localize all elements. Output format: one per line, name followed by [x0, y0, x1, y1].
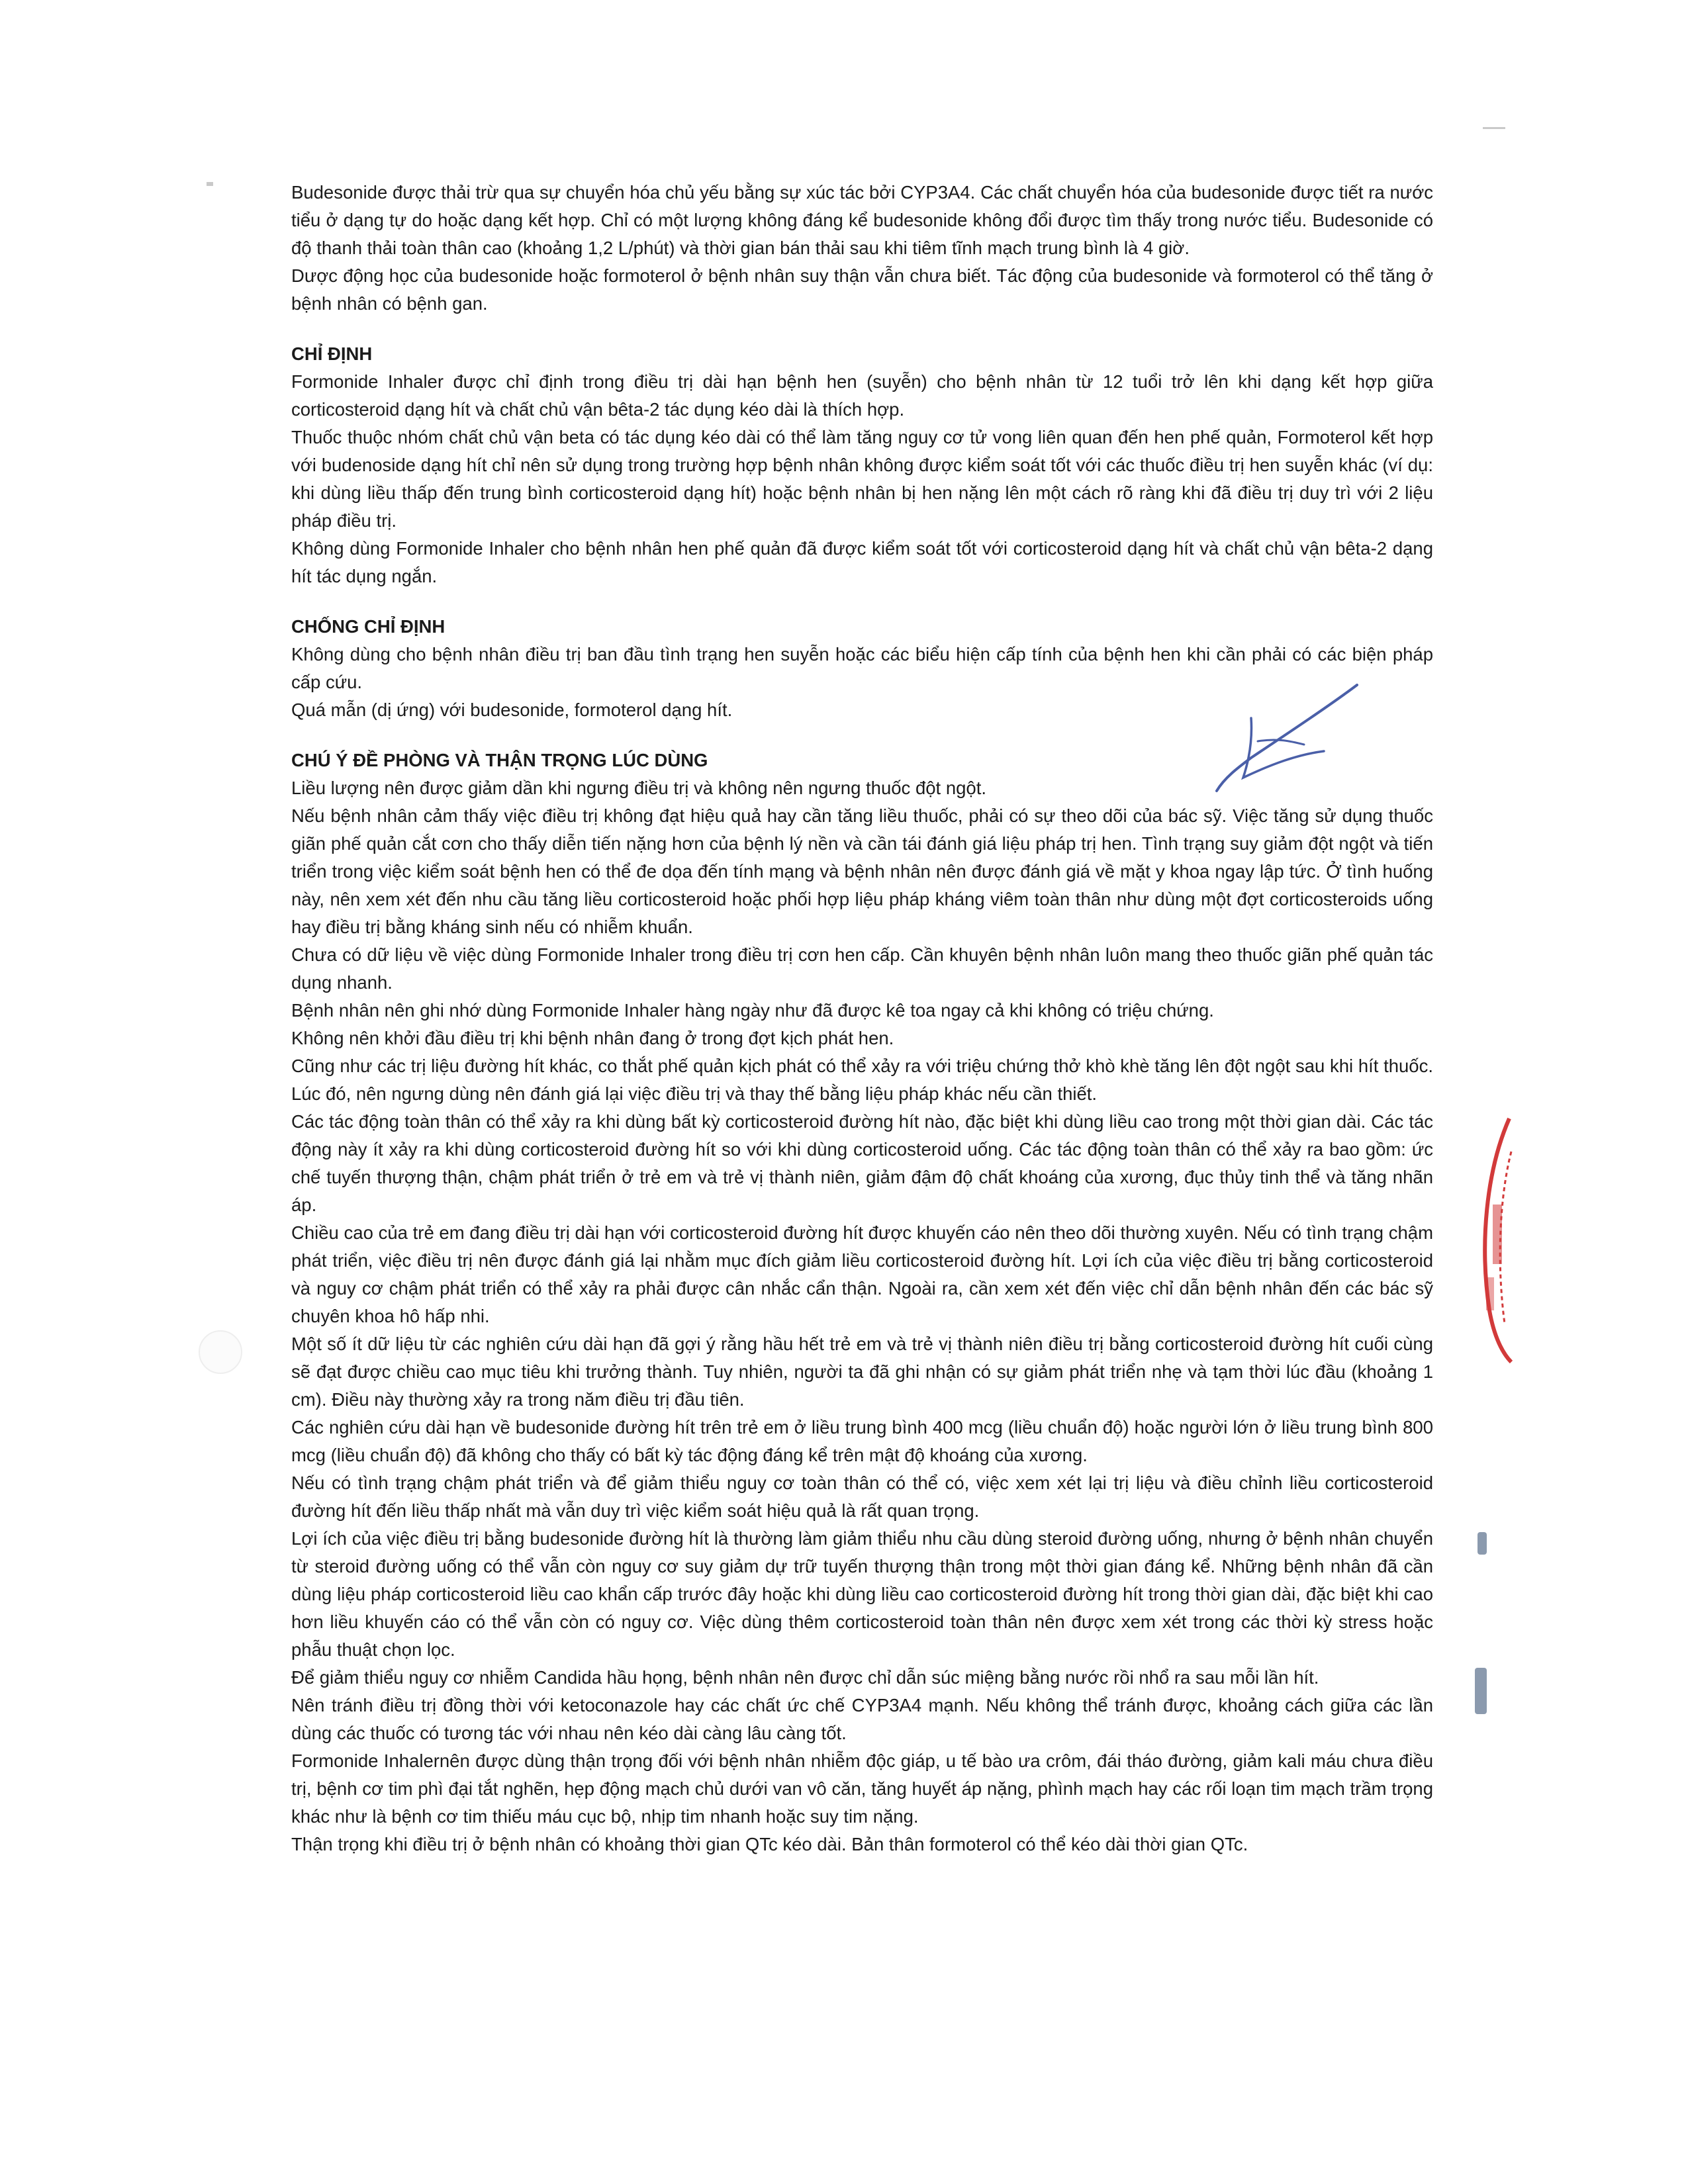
document-body [291, 179, 1433, 1858]
paragraph: Không nên khởi đầu điều trị khi bệnh nhân đang ở trong đợt kịch phát hen. [291, 1028, 894, 1048]
paragraph: Thận trọng khi điều trị ở bệnh nhân có khoảng thời gian QTc kéo dài. Bản thân formoterol có thể kéo dài thời gian QTc. [291, 1834, 1248, 1854]
paragraph: Một số ít dữ liệu từ các nghiên cứu dài hạn đã gợi ý rằng hầu hết trẻ em và trẻ vị thành niên điều trị bằng corticosteroid đường hít cuối cùng sẽ đạt được chiều cao mục tiêu khi trưởng thành. Tuy nhiên, người ta đã ghi nhận có sự giảm phát triển nhẹ và tạm thời lúc đầu (khoảng 1 cm). Điều này thường xảy ra trong năm điều trị đầu tiên. [291, 1334, 1433, 1410]
handwritten-signature [1211, 678, 1364, 797]
paragraph: Chưa có dữ liệu về việc dùng Formonide Inhaler trong điều trị cơn hen cấp. Cần khuyên bệnh nhân luôn mang theo thuốc giãn phế quản tác dụng nhanh. [291, 944, 1433, 993]
paragraph: Các nghiên cứu dài hạn về budesonide đường hít trên trẻ em ở liều trung bình 400 mcg (liều chuẩn độ) hoặc người lớn ở liều trung bình 800 mcg (liều chuẩn độ) đã không cho thấy có bất kỳ tác động đáng kể trên mật độ khoáng của xương. [291, 1417, 1433, 1465]
stamp-text-fragment [1486, 1277, 1494, 1310]
scan-corner-mark [207, 182, 213, 186]
paragraph: Bệnh nhân nên ghi nhớ dùng Formonide Inhaler hàng ngày như đã được kê toa ngay cả khi không có triệu chứng. [291, 1000, 1214, 1021]
paragraph: Nên tránh điều trị đồng thời với ketoconazole hay các chất ức chế CYP3A4 mạnh. Nếu không thể tránh được, khoảng cách giữa các lần dùng các thuốc có tương tác với nhau nên kéo dài càng lâu càng tốt. [291, 1695, 1433, 1743]
paragraph: Liều lượng nên được giảm dần khi ngưng điều trị và không nên ngưng thuốc đột ngột. [291, 778, 986, 798]
signature-stroke [1243, 718, 1324, 778]
paragraph: Không dùng cho bệnh nhân điều trị ban đầu tình trạng hen suyễn hoặc các biểu hiện cấp tính của bệnh hen khi cần phải có các biện pháp cấp cứu. [291, 644, 1433, 692]
paragraph: Formonide Inhaler được chỉ định trong điều trị dài hạn bệnh hen (suyễn) cho bệnh nhân từ 12 tuổi trở lên khi dạng kết hợp giữa corticosteroid dạng hít và chất chủ vận bêta-2 tác dụng kéo dài là thích hợp. [291, 371, 1433, 420]
paragraph: Formonide Inhalernên được dùng thận trọng đối với bệnh nhân nhiễm độc giáp, u tế bào ưa crôm, đái tháo đường, giảm kali máu chưa điều trị, bệnh cơ tim phì đại tắt nghẽn, hẹp động mạch chủ dưới van vô căn, tăng huyết áp nặng, phình mạch hay các rối loạn tim mạch trầm trọng khác như là bệnh cơ tim thiếu máu cục bộ, nhịp tim nhanh hoặc suy tim nặng. [291, 1751, 1433, 1827]
paragraph: Các tác động toàn thân có thể xảy ra khi dùng bất kỳ corticosteroid đường hít nào, đặc biệt khi dùng liều cao trong một thời gian dài. Các tác động này ít xảy ra khi dùng corticosteroid đường hít so với khi dùng corticosteroid uống. Các tác động toàn thân có thể xảy ra bao gồm: ức chế tuyến thượng thận, chậm phát triển ở trẻ em và trẻ vị thành niên, giảm đậm độ chất khoáng của xương, đục thủy tinh thể và tăng nhãn áp. [291, 1111, 1433, 1215]
paragraph: Không dùng Formonide Inhaler cho bệnh nhân hen phế quản đã được kiểm soát tốt với corticosteroid dạng hít và chất chủ vận bêta-2 dạng hít tác dụng ngắn. [291, 538, 1433, 586]
signature-stroke [1258, 740, 1304, 745]
paragraph: Để giảm thiểu nguy cơ nhiễm Candida hầu họng, bệnh nhân nên được chỉ dẫn súc miệng bằng nước rồi nhổ ra sau mỗi lần hít. [291, 1667, 1319, 1688]
section-heading-precautions: CHÚ Ý ĐỀ PHÒNG VÀ THẬN TRỌNG LÚC DÙNG [291, 750, 708, 770]
paragraph: Chiều cao của trẻ em đang điều trị dài hạn với corticosteroid đường hít được khuyến cáo nên theo dõi thường xuyên. Nếu có tình trạng chậm phát triển, việc điều trị nên được đánh giá lại nhằm mục đích giảm liều corticosteroid đường hít. Lợi ích của việc điều trị bằng corticosteroid và nguy cơ chậm phát triển có thể xảy ra phải được cân nhắc cẩn thận. Ngoài ra, cần xem xét đến việc chỉ dẫn bệnh nhân đến các bác sỹ chuyên khoa hô hấp nhi. [291, 1222, 1433, 1326]
section-heading-contraindications: CHỐNG CHỈ ĐỊNH [291, 616, 445, 637]
paragraph: Quá mẫn (dị ứng) với budesonide, formoterol dạng hít. [291, 700, 733, 720]
margin-tab-mark [1477, 1532, 1487, 1555]
paragraph: Nếu có tình trạng chậm phát triển và để giảm thiểu nguy cơ toàn thân có thể có, việc xem xét lại trị liệu và điều chỉnh liều corticosteroid đường hít đến liều thấp nhất mà vẫn duy trì việc kiểm soát hiệu quả là rất quan trọng. [291, 1473, 1433, 1521]
punch-hole [199, 1330, 242, 1374]
scan-corner-mark [1483, 127, 1505, 129]
paragraph: Nếu bệnh nhân cảm thấy việc điều trị không đạt hiệu quả hay cần tăng liều thuốc, phải có sự theo dõi của bác sỹ. Việc tăng sử dụng thuốc giãn phế quản cắt cơn cho thấy diễn tiến nặng hơn của bệnh lý nền và cần tái đánh giá liệu pháp trị hen. Tình trạng suy giảm đột ngột và tiến triển trong việc kiểm soát bệnh hen có thể đe dọa đến tính mạng và bệnh nhân nên được đánh giá về mặt y khoa ngay lập tức. Ở tình huống này, nên xem xét đến nhu cầu tăng liều corticosteroid hoặc phối hợp liệu pháp kháng viêm toàn thân như dùng một đợt corticosteroids uống hay điều trị bằng kháng sinh nếu có nhiễm khuẩn. [291, 805, 1433, 937]
paragraph: Thuốc thuộc nhóm chất chủ vận beta có tác dụng kéo dài có thể làm tăng nguy cơ tử vong liên quan đến hen phế quản, Formoterol kết hợp với budenoside dạng hít chỉ nên sử dụng trong trường hợp bệnh nhân không được kiểm soát tốt với các thuốc điều trị hen suyễn khác (ví dụ: khi dùng liều thấp đến trung bình corticosteroid dạng hít) hoặc bệnh nhân bị hen nặng lên một cách rõ ràng khi đã điều trị duy trì với 2 liệu pháp điều trị. [291, 427, 1433, 531]
red-stamp-edge [1473, 1112, 1513, 1363]
paragraph: Budesonide được thải trừ qua sự chuyển hóa chủ yếu bằng sự xúc tác bởi CYP3A4. Các chất chuyển hóa của budesonide được tiết ra nước tiểu ở dạng tự do hoặc dạng kết hợp. Chỉ có một lượng không đáng kể budesonide không đổi được tìm thấy trong nước tiểu. Budesonide có độ thanh thải toàn thân cao (khoảng 1,2 L/phút) và thời gian bán thải sau khi tiêm tĩnh mạch trung bình là 4 giờ. [291, 182, 1433, 258]
margin-tab-mark [1475, 1668, 1487, 1714]
paragraph: Lợi ích của việc điều trị bằng budesonide đường hít là thường làm giảm thiểu nhu cầu dùng steroid đường uống, nhưng ở bệnh nhân chuyển từ steroid đường uống có thể vẫn còn nguy cơ suy giảm dự trữ tuyến thượng thận trong một thời gian đáng kể. Những bệnh nhân đã cần dùng liệu pháp corticosteroid liều cao khẩn cấp trước đây hoặc khi dùng liều cao corticosteroid đường hít trong thời gian dài, đặc biệt khi cao hơn liều khuyến cáo có thể vẫn còn có nguy cơ. Việc dùng thêm corticosteroid toàn thân nên được xem xét trong các thời kỳ stress hoặc phẫu thuật chọn lọc. [291, 1528, 1433, 1660]
section-heading-indications: CHỈ ĐỊNH [291, 343, 373, 364]
paragraph: Dược động học của budesonide hoặc formoterol ở bệnh nhân suy thận vẫn chưa biết. Tác động của budesonide và formoterol có thể tăng ở bệnh nhân có bệnh gan. [291, 265, 1433, 314]
stamp-text-fragment [1493, 1205, 1502, 1264]
paragraph: Cũng như các trị liệu đường hít khác, co thắt phế quản kịch phát có thể xảy ra với triệu chứng thở khò khè tăng lên đột ngột sau khi hít thuốc. Lúc đó, nên ngưng dùng nên đánh giá lại việc điều trị và thay thế bằng liệu pháp khác nếu cần thiết. [291, 1056, 1433, 1104]
signature-stroke [1217, 685, 1357, 791]
